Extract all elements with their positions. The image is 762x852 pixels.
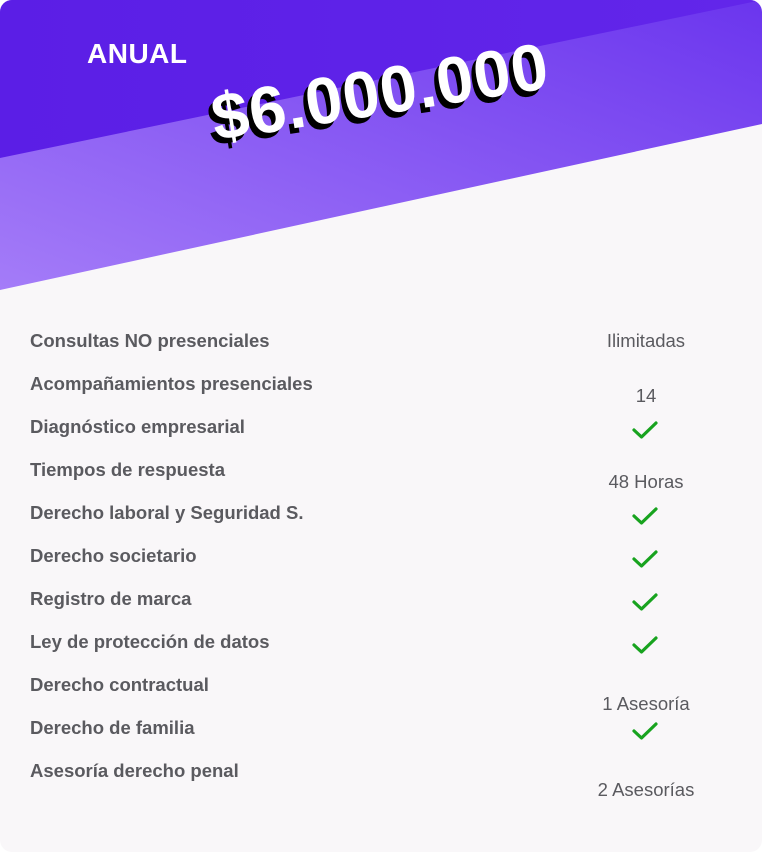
feature-label: Acompañamientos presenciales	[30, 373, 313, 394]
feature-label: Derecho de familia	[30, 717, 195, 738]
feature-label: Derecho contractual	[30, 674, 209, 695]
plan-price: $6.000.000	[206, 28, 554, 155]
feature-row	[0, 621, 762, 664]
feature-value: 48 Horas	[608, 471, 684, 492]
feature-row	[0, 707, 762, 750]
check-icon	[632, 420, 658, 440]
check-icon	[632, 721, 658, 741]
feature-row	[0, 750, 762, 800]
feature-label: Registro de marca	[30, 588, 192, 609]
check-icon	[632, 592, 658, 612]
check-icon	[632, 549, 658, 569]
feature-row	[0, 406, 762, 449]
feature-row	[0, 578, 762, 621]
feature-row	[0, 363, 762, 406]
feature-value: 2 Asesorías	[597, 779, 695, 800]
feature-label: Derecho societario	[30, 545, 197, 566]
feature-row	[0, 664, 762, 714]
feature-row	[0, 492, 762, 535]
feature-label: Derecho laboral y Seguridad S.	[30, 502, 304, 523]
plan-name: ANUAL	[87, 38, 188, 69]
feature-label: Asesoría derecho penal	[30, 760, 239, 781]
feature-label: Tiempos de respuesta	[30, 459, 226, 480]
feature-label: Ley de protección de datos	[30, 631, 270, 652]
feature-value: 14	[635, 385, 657, 406]
feature-list	[0, 320, 762, 800]
check-icon	[632, 506, 658, 526]
check-icon	[632, 635, 658, 655]
feature-label: Diagnóstico empresarial	[30, 416, 245, 437]
feature-value: Ilimitadas	[606, 330, 686, 351]
feature-row	[0, 320, 762, 363]
feature-row	[0, 449, 762, 492]
feature-value: 1 Asesoría	[602, 693, 690, 714]
feature-label: Consultas NO presenciales	[30, 330, 270, 351]
feature-row	[0, 535, 762, 578]
